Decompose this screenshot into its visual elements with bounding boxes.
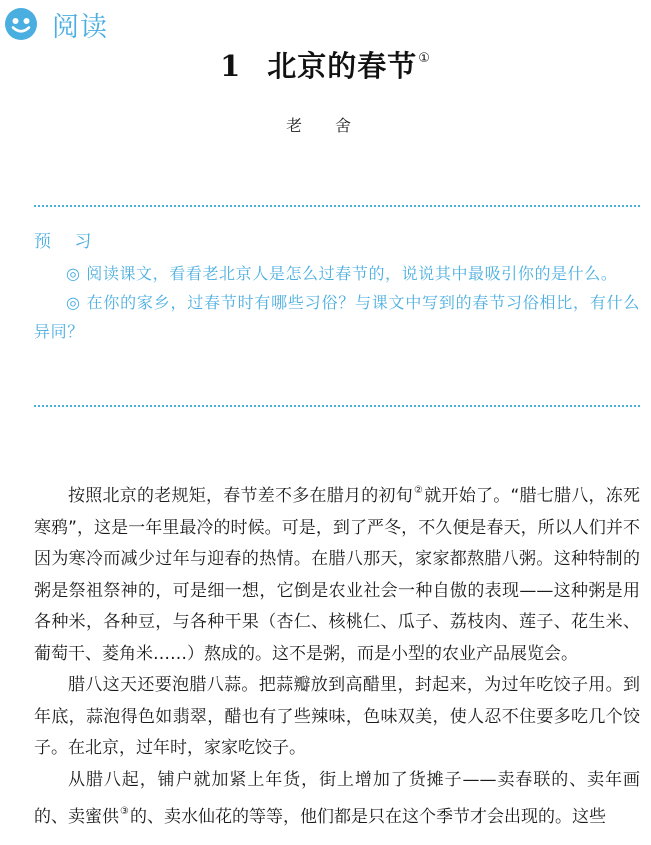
author: 老 舍: [285, 116, 366, 135]
footnote-ref[interactable]: ③: [120, 806, 129, 817]
paragraph-text: 就开始了。“腊七腊八，冻死寒鸦”，这是一年里最冷的时候。可是，到了严冬，不久便是春天，所以人们并不因为寒冷而减少过年与迎春的热情。在腊八那天，家家都熬腊八粥。这种特制的粥是祭祖祭神的，可是细一想，它倒是农业社会一种自傲的表现——这种粥是用各种米，各种豆，与各种干果（杏仁、核桃仁、瓜子、荔枝肉、莲子、花生米、葡萄干、菱角米……）熬成的。这不是粥，而是小型的农业产品展览会。: [34, 486, 640, 664]
preview-box: [34, 228, 640, 346]
paragraph-text: 的、卖水仙花的等等，他们都是只在这个季节才会出现的。这些: [129, 807, 606, 827]
section-label: 阅读: [52, 11, 108, 43]
paragraph-2: 腊八这天还要泡腊八蒜。把蒜瓣放到高醋里，封起来，为过年吃饺子用。到年底，蒜泡得色如翡翠，醋也有了些辣味，色味双美，使人忍不住要多吃几个饺子。在北京，过年时，家家吃饺子。: [34, 675, 640, 758]
article-body: [34, 475, 640, 834]
footnote-ref[interactable]: ②: [413, 485, 424, 496]
preview-heading: 预 习: [34, 232, 101, 252]
preview-item: ◎ 阅读课文，看看老北京人是怎么过春节的，说说其中最吸引你的是什么。: [66, 264, 618, 283]
lesson-title-text: 北京的春节: [267, 49, 418, 83]
preview-item: ◎ 在你的家乡，过春节时有哪些习俗？与课文中写到的春节习俗相比，有什么异同？: [34, 293, 640, 341]
paragraph-3: [34, 765, 640, 834]
lesson-title: [0, 44, 651, 85]
title-footnote-mark[interactable]: ①: [418, 51, 431, 66]
lesson-number: 1: [220, 49, 242, 83]
paragraph-text: 按照北京的老规矩，春节差不多在腊月的初旬: [68, 486, 413, 506]
paragraph-1: [34, 475, 640, 670]
preview-divider-top: [34, 205, 640, 207]
smiley-face-icon: [4, 7, 38, 41]
section-tag: [4, 6, 108, 42]
preview-divider-bottom: [34, 405, 640, 407]
paragraph-text: 从腊八起，铺户就加紧上年货，街上增加了货摊子——卖春联的、卖年画的、卖蜜供: [34, 769, 640, 827]
